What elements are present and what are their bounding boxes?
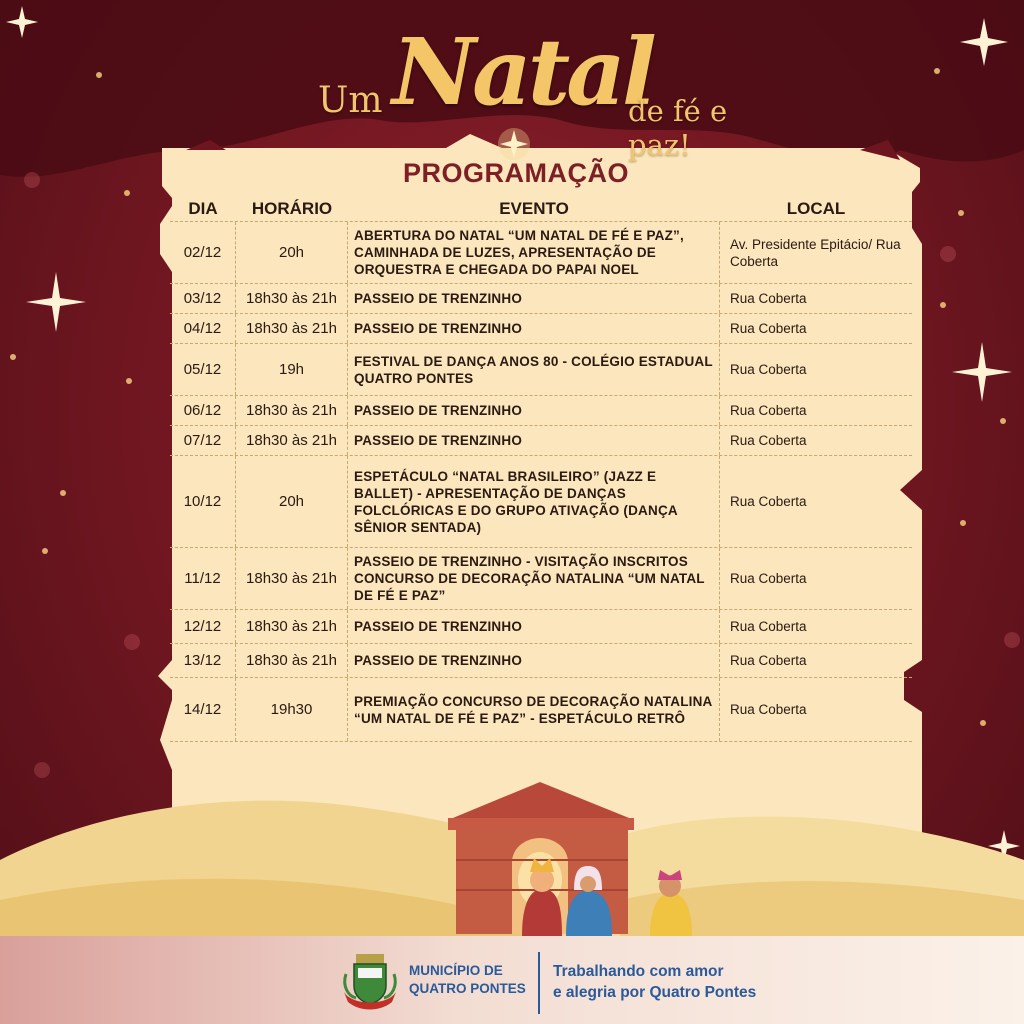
cell-dia: 06/12 — [170, 396, 236, 425]
municipio-line2: QUATRO PONTES — [409, 981, 526, 996]
slogan-line1: Trabalhando com amor — [553, 963, 724, 980]
title-natal: Natal — [392, 18, 653, 126]
cell-horario: 20h — [236, 222, 348, 283]
cell-horario: 18h30 às 21h — [236, 548, 348, 609]
cell-local: Rua Coberta — [730, 291, 807, 306]
cell-local: Av. Presidente Epitácio/ Rua Coberta — [730, 236, 901, 269]
slogan — [553, 961, 756, 1003]
cell-evento: PASSEIO DE TRENZINHO — [348, 284, 720, 313]
slogan-line2: e alegria por Quatro Pontes — [553, 984, 757, 1001]
cell-evento: ABERTURA DO NATAL “UM NATAL DE FÉ E PAZ”, CAMINHADA DE LUZES, APRESENTAÇÃO DE ORQUESTRA E CHEGADA DO PAPAI NOEL — [348, 222, 720, 283]
header-dia: DIA — [188, 199, 218, 218]
cell-local: Rua Coberta — [730, 321, 807, 336]
cell-evento: PASSEIO DE TRENZINHO — [348, 426, 720, 455]
cell-local: Rua Coberta — [730, 702, 807, 717]
cell-horario: 18h30 às 21h — [236, 610, 348, 643]
cell-dia: 02/12 — [170, 222, 236, 283]
cell-local: Rua Coberta — [730, 653, 807, 668]
cell-evento: PASSEIO DE TRENZINHO — [348, 314, 720, 343]
municipio-name — [409, 962, 526, 998]
cell-evento: PASSEIO DE TRENZINHO — [348, 396, 720, 425]
cell-horario: 18h30 às 21h — [236, 284, 348, 313]
crest-icon — [340, 952, 400, 1014]
cell-horario: 18h30 às 21h — [236, 314, 348, 343]
header-horario: HORÁRIO — [251, 199, 333, 218]
cell-dia: 13/12 — [170, 644, 236, 677]
cell-evento: PASSEIO DE TRENZINHO - VISITAÇÃO INSCRITOS CONCURSO DE DECORAÇÃO NATALINA “UM NATAL DE FÉ E PAZ” — [348, 548, 720, 609]
cell-local: Rua Coberta — [730, 433, 807, 448]
title-um: Um — [318, 80, 383, 121]
cell-evento: PASSEIO DE TRENZINHO — [348, 644, 720, 677]
programacao-title: PROGRAMAÇÃO — [403, 158, 629, 188]
cell-local: Rua Coberta — [730, 362, 807, 377]
footer-divider — [538, 952, 540, 1014]
cell-dia: 07/12 — [170, 426, 236, 455]
header-evento: EVENTO — [499, 199, 569, 218]
cell-dia: 12/12 — [170, 610, 236, 643]
header-local: LOCAL — [786, 199, 846, 218]
cell-local: Rua Coberta — [730, 571, 807, 586]
cell-local: Rua Coberta — [730, 494, 807, 509]
cell-evento: PREMIAÇÃO CONCURSO DE DECORAÇÃO NATALINA “UM NATAL DE FÉ E PAZ” - ESPETÁCULO RETRÔ — [348, 678, 720, 741]
cell-evento: ESPETÁCULO “NATAL BRASILEIRO” (JAZZ E BALLET) - APRESENTAÇÃO DE DANÇAS FOLCLÓRICAS E DO GRUPO ATIVAÇÃO (DANÇA SÊNIOR SENTADA) — [348, 456, 720, 547]
cell-dia: 11/12 — [170, 548, 236, 609]
title-rest: de fé e paz! — [628, 94, 728, 162]
cell-horario: 20h — [236, 456, 348, 547]
cell-dia: 14/12 — [170, 678, 236, 741]
cell-dia: 10/12 — [170, 456, 236, 547]
municipio-line1: MUNICÍPIO DE — [409, 963, 503, 978]
cell-local: Rua Coberta — [730, 403, 807, 418]
cell-horario: 18h30 às 21h — [236, 426, 348, 455]
cell-local: Rua Coberta — [730, 619, 807, 634]
cell-horario: 18h30 às 21h — [236, 396, 348, 425]
cell-evento: PASSEIO DE TRENZINHO — [348, 610, 720, 643]
cell-horario: 19h — [236, 344, 348, 395]
cell-horario: 19h30 — [236, 678, 348, 741]
cell-dia: 04/12 — [170, 314, 236, 343]
cell-dia: 03/12 — [170, 284, 236, 313]
cell-horario: 18h30 às 21h — [236, 644, 348, 677]
cell-dia: 05/12 — [170, 344, 236, 395]
cell-evento: FESTIVAL DE DANÇA ANOS 80 - COLÉGIO ESTADUAL QUATRO PONTES — [348, 344, 720, 395]
